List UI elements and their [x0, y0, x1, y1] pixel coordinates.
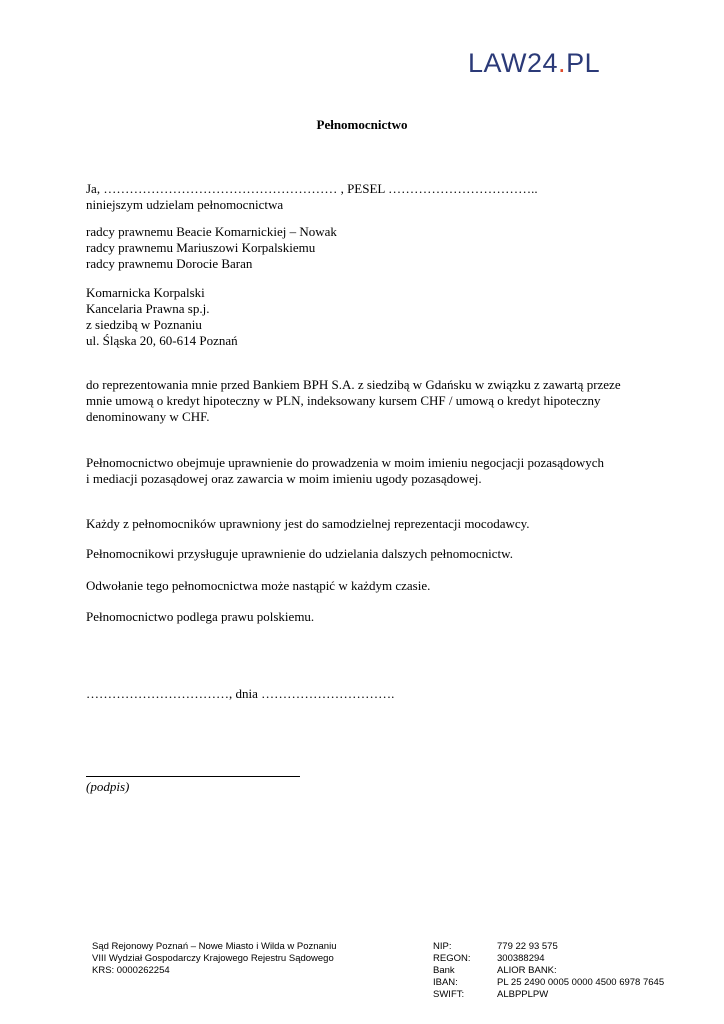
firm-block [86, 285, 238, 349]
scope-paragraph [86, 455, 604, 487]
attorney-line: radcy prawnemu Beacie Komarnickiej – Nowak [86, 224, 337, 239]
footer-values [497, 941, 664, 1001]
clause-independent-representation: Każdy z pełnomocników uprawniony jest do samodzielnej reprezentacji mocodawcy. [86, 516, 530, 531]
intro-block [86, 181, 538, 213]
paragraph-line: i mediacji pozasądowej oraz zawarcia w moim imieniu ugody pozasądowej. [86, 471, 482, 486]
signature-label: (podpis) [86, 779, 130, 794]
paragraph-line: mnie umową o kredyt hipoteczny w PLN, indeksowany kursem CHF / umową o kredyt hipoteczny [86, 393, 601, 408]
law24-logo [468, 48, 600, 79]
footer-line: VIII Wydział Gospodarczy Krajowego Rejestru Sądowego [92, 953, 334, 964]
signature-line [86, 776, 300, 777]
firm-line: Kancelaria Prawna sp.j. [86, 301, 210, 316]
footer-value: 779 22 93 575 [497, 941, 558, 952]
footer-value: 300388294 [497, 953, 545, 964]
footer-label: SWIFT: [433, 989, 465, 1000]
clause-further-powers: Pełnomocnikowi przysługuje uprawnienie do udzielania dalszych pełnomocnictw. [86, 546, 513, 561]
logo-dot: . [558, 48, 567, 78]
firm-line: z siedzibą w Poznaniu [86, 317, 202, 332]
logo-tld: PL [566, 48, 601, 78]
place-date-line: ……………………………, dnia …………………………. [86, 686, 395, 701]
intro-line: Ja, ……………………………………………… , PESEL …………………………….. [86, 181, 538, 196]
footer-label: IBAN: [433, 977, 458, 988]
attorneys-block [86, 224, 337, 272]
logo-main: LAW24 [468, 48, 559, 78]
footer-label: REGON: [433, 953, 471, 964]
footer-court-info [92, 941, 337, 977]
attorney-line: radcy prawnemu Dorocie Baran [86, 256, 253, 271]
paragraph-line: Pełnomocnictwo obejmuje uprawnienie do prowadzenia w moim imieniu negocjacji pozasądowych [86, 455, 605, 470]
footer-label: Bank [433, 965, 455, 976]
clause-revocation: Odwołanie tego pełnomocnictwa może nastąpić w każdym czasie. [86, 578, 431, 593]
firm-line: Komarnicka Korpalski [86, 285, 205, 300]
footer-value: ALBPPLPW [497, 989, 549, 1000]
intro-line: niniejszym udzielam pełnomocnictwa [86, 197, 284, 212]
document-title: Pełnomocnictwo [316, 117, 408, 132]
footer-line: Sąd Rejonowy Poznań – Nowe Miasto i Wilda w Poznaniu [92, 941, 337, 952]
representation-paragraph [86, 377, 621, 425]
paragraph-line: do reprezentowania mnie przed Bankiem BPH S.A. z siedzibą w Gdańsku w związku z zawartą przeze [86, 377, 621, 392]
footer-line: KRS: 0000262254 [92, 965, 170, 976]
paragraph-line: denominowany w CHF. [86, 409, 210, 424]
footer-value: PL 25 2490 0005 0000 4500 6978 7645 [497, 977, 665, 988]
firm-line: ul. Śląska 20, 60-614 Poznań [86, 333, 238, 348]
footer-labels [433, 941, 470, 1001]
attorney-line: radcy prawnemu Mariuszowi Korpalskiemu [86, 240, 316, 255]
footer-label: NIP: [433, 941, 452, 952]
clause-governing-law: Pełnomocnictwo podlega prawu polskiemu. [86, 609, 315, 624]
footer-value: ALIOR BANK: [497, 965, 557, 976]
